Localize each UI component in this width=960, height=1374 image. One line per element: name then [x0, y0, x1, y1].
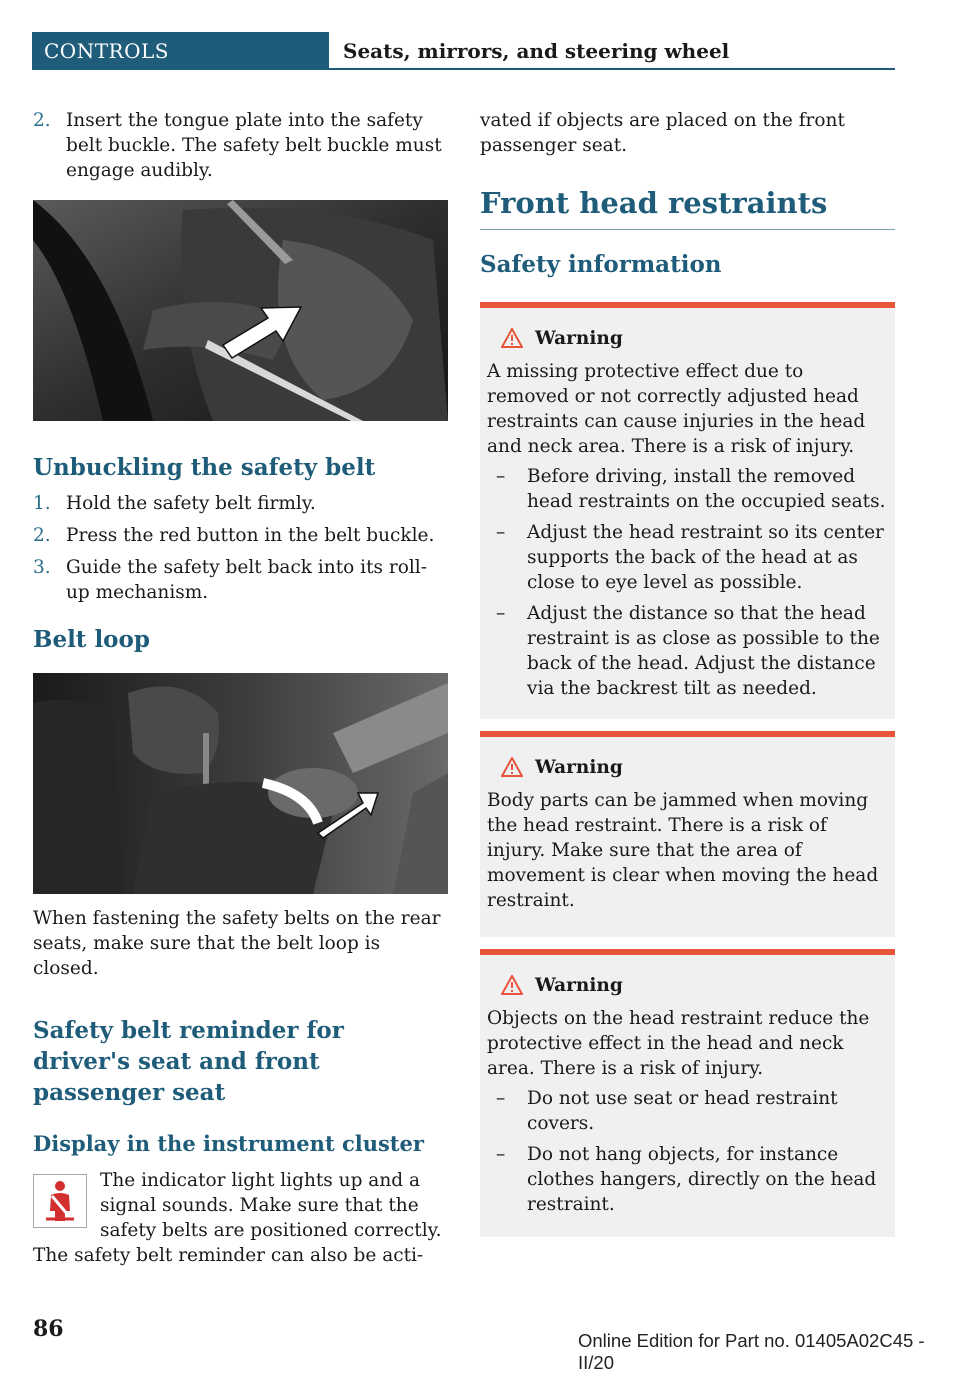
reminder-heading: Safety belt reminder for driver's seat and front passenger seat [33, 1017, 344, 1106]
list-item: – Do not hang objects, for instance clothes hangers, directly on the head restraint. [496, 1144, 877, 1215]
reminder-block [33, 1168, 448, 1268]
warning-box [480, 731, 895, 937]
list-item: 3. Guide the safety belt back into its roll-up mechanism. [33, 557, 427, 603]
warning-title: Warning [487, 973, 887, 1002]
fasten-steps [33, 108, 448, 183]
warning-box [480, 949, 895, 1237]
list-item: – Adjust the distance so that the head restraint is as close as possible to the back of the head. Adjust the distance via the backrest tilt as needed. [496, 603, 880, 699]
reminder-text-line: signal sounds. Make sure that the [100, 1195, 419, 1216]
warning-list [487, 1086, 887, 1217]
buckle-photo [33, 200, 448, 421]
safety-info-heading: Safety information [480, 251, 722, 278]
list-item: – Adjust the head restraint so its center supports the back of the head at as close to eye level as possible. [496, 522, 884, 593]
belt-loop-heading: Belt loop [33, 626, 150, 653]
unbuckling-steps [33, 491, 448, 605]
warning-triangle-icon [501, 328, 523, 355]
belt-loop-text: When fastening the safety belts on the rear seats, make sure that the belt loop is closed. [33, 908, 441, 979]
reminder-text-line: safety belts are positioned correctly. [100, 1220, 442, 1241]
unbuckling-heading: Unbuckling the safety belt [33, 454, 376, 481]
instrument-cluster-heading: Display in the instrument cluster [33, 1131, 424, 1156]
page-header [32, 32, 895, 70]
warning-title: Warning [487, 755, 887, 784]
section-tab: CONTROLS [32, 32, 329, 70]
list-item: 2. Press the red button in the belt buckle. [33, 525, 435, 546]
left-column [33, 108, 448, 1268]
list-item: – Do not use seat or head restraint covers. [496, 1088, 838, 1134]
warning-text: A missing protective effect due to removed or not correctly adjusted head restraints can cause injuries in the head and neck area. There is a risk of injury. [487, 361, 866, 457]
list-item: 2. Insert the tongue plate into the safety belt buckle. The safety belt buckle must engage audibly. [33, 110, 442, 181]
seatbelt-warning-icon [33, 1174, 87, 1228]
reminder-text-line: The indicator light lights up and a [100, 1170, 421, 1191]
reminder-text-last: The safety belt reminder can also be acti- [33, 1245, 424, 1266]
list-item: 1. Hold the safety belt firmly. [33, 493, 316, 514]
warning-box [480, 302, 895, 719]
section-heading: Front head restraints [480, 185, 895, 230]
list-item: – Before driving, install the removed head restraints on the occupied seats. [496, 466, 886, 512]
page-number: 86 [33, 1316, 64, 1342]
warning-triangle-icon [501, 975, 523, 1002]
warning-title: Warning [487, 326, 887, 355]
warning-triangle-icon [501, 757, 523, 784]
edition-note: Online Edition for Part no. 01405A02C45 - II/20 [578, 1330, 925, 1373]
chapter-title: Seats, mirrors, and steering wheel [343, 39, 730, 63]
warning-text: Objects on the head restraint reduce the protective effect in the head and neck area. There is a risk of injury. [487, 1008, 870, 1079]
continued-text: vated if objects are placed on the front passenger seat. [480, 110, 845, 156]
warning-list [487, 464, 887, 701]
warning-text: Body parts can be jammed when moving the head restraint. There is a risk of injury. Make sure that the area of movement is clear when moving the head restraint. [487, 790, 879, 911]
header-rule [329, 68, 895, 70]
belt-loop-photo [33, 673, 448, 894]
right-column [480, 108, 895, 1237]
